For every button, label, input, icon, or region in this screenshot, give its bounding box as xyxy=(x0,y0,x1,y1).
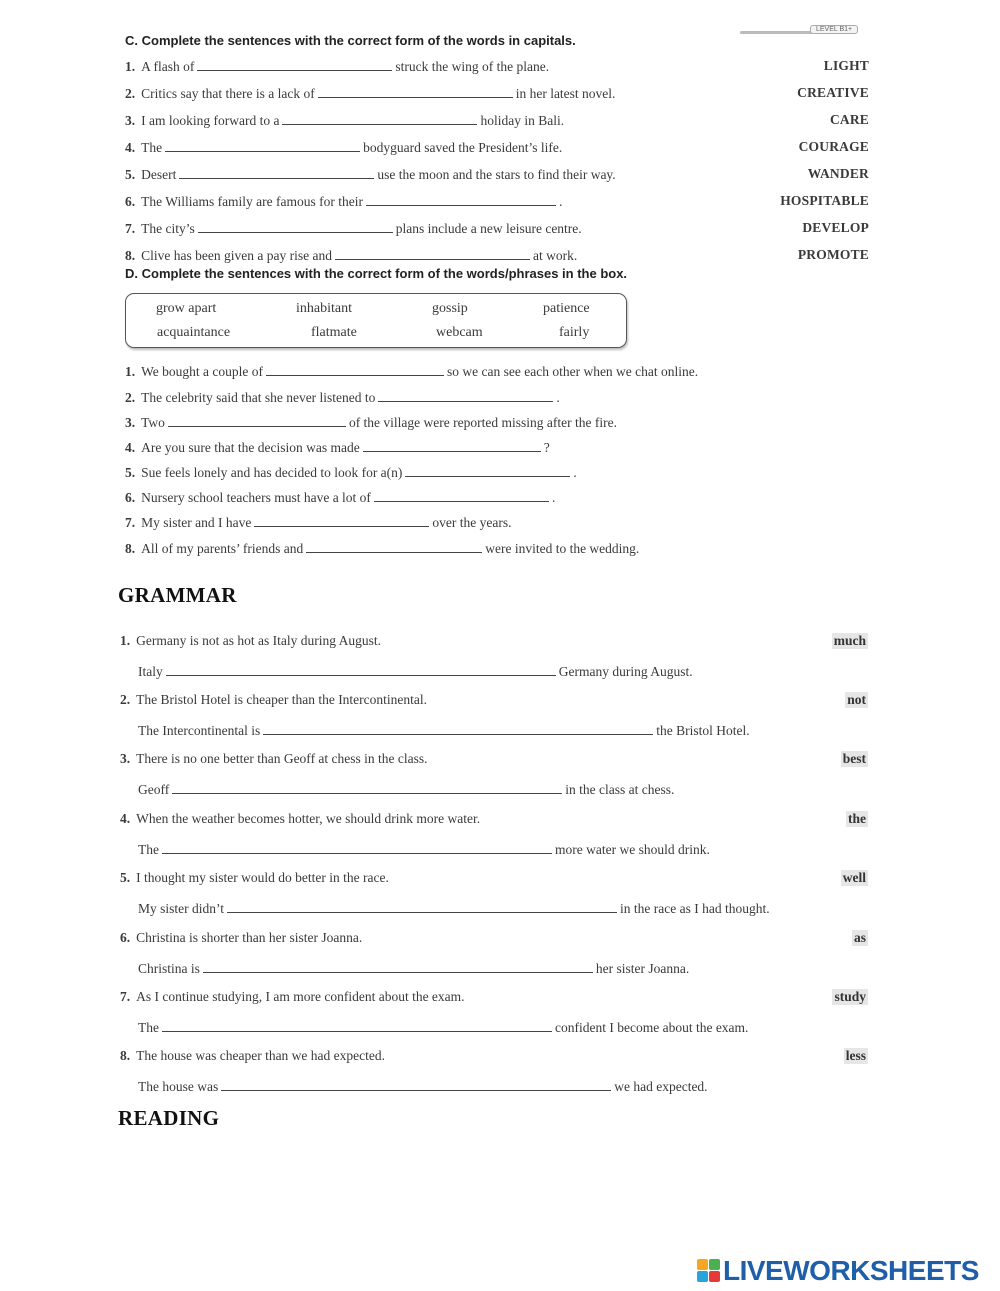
grammar-heading: GRAMMAR xyxy=(118,583,237,607)
keyword-capitals: LIGHT xyxy=(823,58,869,73)
section-c-item xyxy=(125,58,549,75)
grammar-rewrite xyxy=(138,781,674,798)
rewrite-start: The house was xyxy=(138,1079,219,1094)
text-before-blank: Desert xyxy=(141,167,177,182)
text-before-blank: Are you sure that the decision was made xyxy=(141,440,360,455)
item-number: 8. xyxy=(125,248,136,263)
answer-blank[interactable] xyxy=(282,112,477,125)
item-number: 5. xyxy=(125,465,136,480)
grammar-keyword: study xyxy=(834,989,866,1004)
rewrite-end: confident I become about the exam. xyxy=(555,1020,749,1035)
text-before-blank: Two xyxy=(141,415,165,430)
answer-blank[interactable] xyxy=(254,514,429,527)
level-badge xyxy=(740,27,865,36)
section-d-item xyxy=(125,489,555,506)
brand-name: LIVEWORKSHEETS xyxy=(723,1255,979,1286)
rewrite-end: her sister Joanna. xyxy=(595,961,690,976)
text-after-blank: bodyguard saved the President’s life. xyxy=(363,140,563,155)
item-number: 6. xyxy=(120,930,131,945)
text-after-blank: . xyxy=(551,490,556,505)
original-sentence: The house was cheaper than we had expected. xyxy=(136,1048,386,1063)
section-c-item xyxy=(125,247,577,264)
section-d-item xyxy=(125,540,639,557)
section-c-title: C. Complete the sentences with the correct form of the words in capitals. xyxy=(125,33,576,48)
text-after-blank: were invited to the wedding. xyxy=(485,541,640,556)
text-before-blank: The Williams family are famous for their xyxy=(141,194,364,209)
grammar-keyword: well xyxy=(842,870,866,885)
box-word: grow apart xyxy=(156,301,217,316)
text-after-blank: . xyxy=(556,390,560,405)
text-after-blank: use the moon and the stars to find their way. xyxy=(377,167,616,182)
text-before-blank: I am looking forward to a xyxy=(141,113,280,128)
answer-blank[interactable] xyxy=(378,389,553,402)
item-number: 1. xyxy=(125,364,136,379)
section-c-item xyxy=(125,139,562,156)
keyword-capitals: HOSPITABLE xyxy=(780,193,869,208)
text-after-blank: plans include a new leisure centre. xyxy=(395,221,582,236)
answer-blank[interactable] xyxy=(197,58,392,71)
text-after-blank: . xyxy=(559,194,563,209)
text-after-blank: in her latest novel. xyxy=(515,86,616,101)
text-before-blank: The celebrity said that she never listened to xyxy=(141,390,376,405)
item-number: 2. xyxy=(120,692,131,707)
rewrite-start: The xyxy=(138,842,159,857)
level-badge-label: LEVEL B1+ xyxy=(810,25,858,34)
answer-blank[interactable] xyxy=(162,1019,552,1032)
section-d-item xyxy=(125,363,698,380)
grammar-sentence xyxy=(120,811,480,827)
answer-blank[interactable] xyxy=(263,722,653,735)
box-word: patience xyxy=(543,301,590,316)
section-d-item xyxy=(125,389,560,406)
item-number: 8. xyxy=(125,541,136,556)
grammar-sentence xyxy=(120,1048,385,1064)
answer-blank[interactable] xyxy=(318,85,513,98)
text-before-blank: Critics say that there is a lack of xyxy=(141,86,315,101)
answer-blank[interactable] xyxy=(172,781,562,794)
box-word: acquaintance xyxy=(157,325,231,340)
grammar-rewrite xyxy=(138,663,693,680)
grammar-sentence xyxy=(120,930,362,946)
text-after-blank: ? xyxy=(543,440,550,455)
answer-blank[interactable] xyxy=(363,439,541,452)
original-sentence: I thought my sister would do better in the race. xyxy=(136,870,389,885)
grammar-keyword: as xyxy=(853,930,866,945)
answer-blank[interactable] xyxy=(366,193,556,206)
section-c-item xyxy=(125,220,582,237)
item-number: 4. xyxy=(125,140,136,155)
answer-blank[interactable] xyxy=(335,247,530,260)
item-number: 5. xyxy=(120,870,131,885)
logo-tiles-icon xyxy=(697,1259,721,1283)
item-number: 7. xyxy=(120,989,131,1004)
grammar-rewrite xyxy=(138,900,770,917)
section-d-item xyxy=(125,439,550,456)
box-word: gossip xyxy=(432,301,468,316)
box-word: webcam xyxy=(436,325,483,340)
answer-blank[interactable] xyxy=(179,166,374,179)
text-before-blank: We bought a couple of xyxy=(141,364,264,379)
rewrite-end: we had expected. xyxy=(614,1079,708,1094)
section-d-item xyxy=(125,514,511,531)
keyword-capitals: COURAGE xyxy=(798,139,869,154)
item-number: 5. xyxy=(125,167,136,182)
answer-blank[interactable] xyxy=(162,841,552,854)
original-sentence: The Bristol Hotel is cheaper than the Intercontinental. xyxy=(136,692,428,707)
text-before-blank: All of my parents’ friends and xyxy=(141,541,304,556)
section-c-item xyxy=(125,166,616,183)
item-number: 3. xyxy=(120,751,131,766)
original-sentence: As I continue studying, I am more confident about the exam. xyxy=(136,989,465,1004)
box-word: fairly xyxy=(559,325,590,340)
text-before-blank: Nursery school teachers must have a lot of xyxy=(141,490,371,505)
grammar-sentence xyxy=(120,989,465,1005)
item-number: 1. xyxy=(120,633,131,648)
rewrite-start: Italy xyxy=(138,664,163,679)
answer-blank[interactable] xyxy=(374,489,549,502)
section-c-item xyxy=(125,112,564,129)
text-before-blank: Clive has been given a pay rise and xyxy=(141,248,332,263)
rewrite-end: more water we should drink. xyxy=(555,842,710,857)
rewrite-start: My sister didn’t xyxy=(138,901,225,916)
section-d-item xyxy=(125,464,577,481)
section-c-item xyxy=(125,193,562,210)
answer-blank[interactable] xyxy=(166,663,556,676)
answer-blank[interactable] xyxy=(266,363,444,376)
grammar-keyword: much xyxy=(833,633,866,648)
rewrite-start: Geoff xyxy=(138,782,170,797)
rewrite-start: The Intercontinental is xyxy=(138,723,261,738)
text-before-blank: The xyxy=(141,140,163,155)
section-d-item xyxy=(125,414,617,431)
text-after-blank: . xyxy=(573,465,577,480)
rewrite-end: in the race as I had thought. xyxy=(620,901,770,916)
text-before-blank: A flash of xyxy=(141,59,195,74)
rewrite-start: Christina is xyxy=(138,961,200,976)
text-before-blank: The city’s xyxy=(141,221,195,236)
item-number: 4. xyxy=(125,440,136,455)
rewrite-start: The xyxy=(138,1020,159,1035)
keyword-capitals: PROMOTE xyxy=(797,247,869,262)
text-after-blank: holiday in Bali. xyxy=(480,113,565,128)
keyword-capitals: CREATIVE xyxy=(797,85,869,100)
text-after-blank: of the village were reported missing after the fire. xyxy=(348,415,617,430)
item-number: 6. xyxy=(125,490,136,505)
answer-blank[interactable] xyxy=(198,220,393,233)
text-before-blank: Sue feels lonely and has decided to look for a(n) xyxy=(141,465,403,480)
original-sentence: There is no one better than Geoff at chess in the class. xyxy=(136,751,428,766)
keyword-capitals: WANDER xyxy=(807,166,869,181)
rewrite-end: the Bristol Hotel. xyxy=(656,723,750,738)
item-number: 2. xyxy=(125,86,136,101)
box-word: inhabitant xyxy=(296,301,352,316)
grammar-keyword: less xyxy=(845,1048,866,1063)
grammar-sentence xyxy=(120,870,389,886)
grammar-sentence xyxy=(120,751,428,767)
original-sentence: Germany is not as hot as Italy during August. xyxy=(136,633,381,648)
grammar-sentence xyxy=(120,633,381,649)
grammar-rewrite xyxy=(138,1019,748,1036)
item-number: 4. xyxy=(120,811,131,826)
text-after-blank: over the years. xyxy=(432,515,512,530)
section-d-title: D. Complete the sentences with the correct form of the words/phrases in the box. xyxy=(125,266,628,281)
item-number: 2. xyxy=(125,390,136,405)
reading-heading: READING xyxy=(118,1106,220,1130)
answer-blank[interactable] xyxy=(227,900,617,913)
text-after-blank: so we can see each other when we chat online. xyxy=(447,364,699,379)
original-sentence: Christina is shorter than her sister Joanna. xyxy=(136,930,363,945)
grammar-keyword: the xyxy=(848,811,866,826)
section-c-item xyxy=(125,85,615,102)
grammar-keyword: best xyxy=(842,751,866,766)
answer-blank[interactable] xyxy=(306,540,482,553)
item-number: 6. xyxy=(125,194,136,209)
grammar-rewrite xyxy=(138,1078,708,1095)
grammar-keyword: not xyxy=(847,692,866,707)
word-box xyxy=(125,293,627,348)
item-number: 7. xyxy=(125,515,136,530)
grammar-rewrite xyxy=(138,722,750,739)
answer-blank[interactable] xyxy=(203,960,593,973)
text-before-blank: My sister and I have xyxy=(141,515,252,530)
answer-blank[interactable] xyxy=(221,1078,611,1091)
grammar-sentence xyxy=(120,692,427,708)
original-sentence: When the weather becomes hotter, we should drink more water. xyxy=(136,811,481,826)
answer-blank[interactable] xyxy=(168,414,346,427)
item-number: 8. xyxy=(120,1048,131,1063)
item-number: 7. xyxy=(125,221,136,236)
item-number: 3. xyxy=(125,415,136,430)
keyword-capitals: CARE xyxy=(829,112,869,127)
answer-blank[interactable] xyxy=(405,464,570,477)
item-number: 1. xyxy=(125,59,136,74)
text-after-blank: at work. xyxy=(532,248,578,263)
rewrite-end: Germany during August. xyxy=(558,664,693,679)
answer-blank[interactable] xyxy=(165,139,360,152)
item-number: 3. xyxy=(125,113,136,128)
grammar-rewrite xyxy=(138,841,710,858)
rewrite-end: in the class at chess. xyxy=(565,782,675,797)
keyword-capitals: DEVELOP xyxy=(802,220,869,235)
grammar-rewrite xyxy=(138,960,689,977)
box-word: flatmate xyxy=(311,325,357,340)
text-after-blank: struck the wing of the plane. xyxy=(395,59,550,74)
